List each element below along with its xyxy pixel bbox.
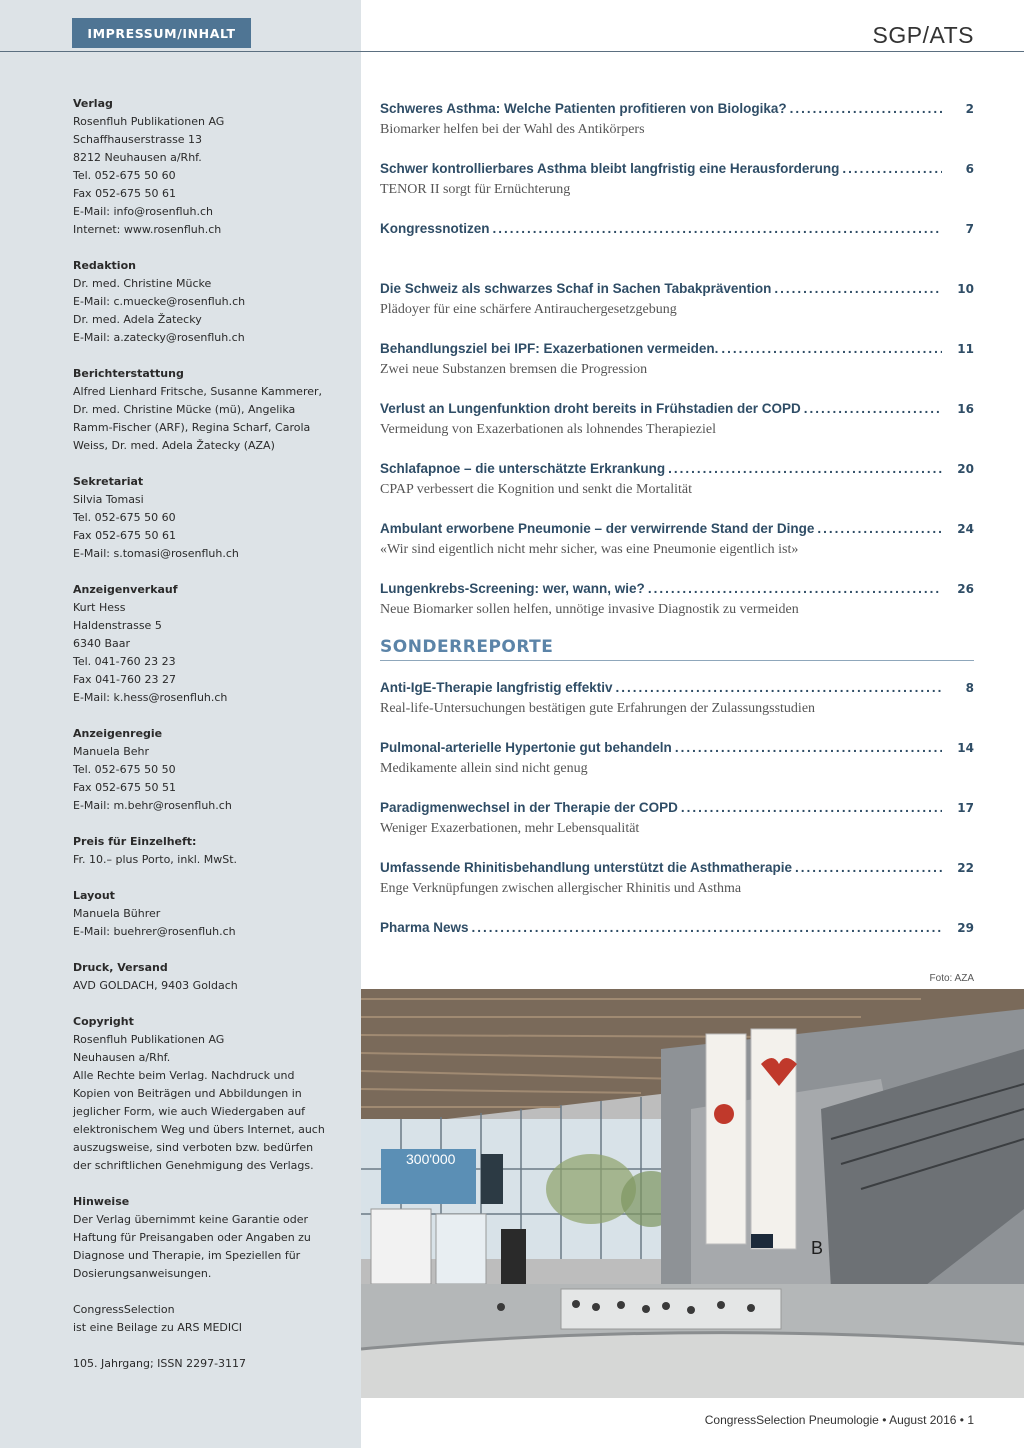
- imprint-section: [73, 833, 343, 869]
- toc-entry-title[interactable]: Pharma News: [380, 920, 469, 935]
- imprint-section: [73, 725, 343, 815]
- imprint-section: [73, 257, 343, 347]
- toc-entry[interactable]: [380, 680, 974, 740]
- toc-entry-subtitle: Enge Verknüpfungen zwischen allergischer Rhinitis und Asthma: [380, 881, 742, 896]
- toc-entry-title[interactable]: Schwer kontrollierbares Asthma bleibt langfristig eine Herausforderung: [380, 161, 840, 176]
- imprint-line: 6340 Baar: [73, 637, 131, 650]
- imprint-line: CongressSelection: [73, 1303, 175, 1316]
- imprint-line: Fax 052-675 50 61: [73, 187, 177, 200]
- toc-page-number[interactable]: 22: [957, 861, 974, 875]
- imprint-line: Dr. med. Christine Mücke: [73, 277, 212, 290]
- toc-leader-dots: [842, 161, 942, 176]
- imprint-line: Fax 041-760 23 27: [73, 673, 177, 686]
- toc-entry-title[interactable]: Schweres Asthma: Welche Patienten profitieren von Biologika?: [380, 101, 787, 116]
- toc-entry-subtitle: Biomarker helfen bei der Wahl des Antikörpers: [380, 122, 645, 137]
- imprint-section: [73, 1355, 343, 1373]
- imprint-line: E-Mail: c.muecke@rosenfluh.ch: [73, 295, 246, 308]
- toc-entry[interactable]: [380, 341, 974, 401]
- imprint-heading: Redaktion: [73, 259, 136, 272]
- imprint-line: E-Mail: info@rosenfluh.ch: [73, 205, 213, 218]
- imprint-line: elektronischem Weg und übers Internet, auch: [73, 1123, 325, 1136]
- imprint-heading: Hinweise: [73, 1195, 130, 1208]
- toc-entry-subtitle: CPAP verbessert die Kognition und senkt die Mortalität: [380, 482, 692, 497]
- imprint-line: Rosenfluh Publikationen AG: [73, 1033, 225, 1046]
- screen-number: 300'000: [406, 1151, 456, 1167]
- journal-name: SGP/ATS: [872, 22, 974, 48]
- toc-page-number[interactable]: 16: [957, 402, 974, 416]
- toc-entry[interactable]: [380, 800, 974, 860]
- header-rule: [361, 51, 1024, 52]
- toc-entry[interactable]: [380, 401, 974, 461]
- imprint-line: Tel. 052-675 50 60: [73, 511, 176, 524]
- congress-hall-photo: [361, 989, 1024, 1398]
- imprint-line: Diagnose und Therapie, im Speziellen für: [73, 1249, 301, 1262]
- imprint-line: Tel. 041-760 23 23: [73, 655, 176, 668]
- imprint-line: E-Mail: k.hess@rosenfluh.ch: [73, 691, 228, 704]
- toc-entry-subtitle: Real-life-Untersuchungen bestätigen gute Erfahrungen der Zulassungsstudien: [380, 701, 816, 716]
- imprint-section: [73, 887, 343, 941]
- toc-leader-dots: [774, 281, 942, 296]
- hall-letter: B: [811, 1238, 824, 1258]
- toc-page-number[interactable]: 26: [957, 582, 974, 596]
- imprint-line: Haftung für Preisangaben oder Angaben zu: [73, 1231, 311, 1244]
- imprint-section: [73, 959, 343, 995]
- info-screen: [751, 1234, 773, 1248]
- toc-leader-dots: [648, 581, 942, 596]
- toc-page-number[interactable]: 11: [957, 342, 974, 356]
- imprint-line: Alfred Lienhard Fritsche, Susanne Kammerer,: [73, 385, 323, 398]
- imprint-line: E-Mail: m.behr@rosenfluh.ch: [73, 799, 232, 812]
- sonderreporte-list: [380, 680, 974, 980]
- imprint-section: [73, 473, 343, 563]
- imprint-line: Silvia Tomasi: [73, 493, 144, 506]
- toc-page-number[interactable]: 6: [965, 162, 974, 176]
- imprint-line: Fr. 10.– plus Porto, inkl. MwSt.: [73, 853, 238, 866]
- photo-credit: Foto: AZA: [929, 973, 974, 984]
- imprint-line: Tel. 052-675 50 60: [73, 169, 176, 182]
- imprint-heading: Anzeigenregie: [73, 727, 163, 740]
- toc-entry[interactable]: [380, 920, 974, 980]
- imprint-line: Haldenstrasse 5: [73, 619, 162, 632]
- imprint-line: Rosenfluh Publikationen AG: [73, 115, 225, 128]
- imprint-heading: Copyright: [73, 1015, 134, 1028]
- toc-page-number[interactable]: 24: [957, 522, 974, 536]
- toc-leader-dots: [795, 860, 942, 875]
- imprint-line: Kopien von Beiträgen und Abbildungen in: [73, 1087, 302, 1100]
- toc-entry-title[interactable]: Ambulant erworbene Pneumonie – der verwirrende Stand der Dinge: [380, 521, 815, 536]
- imprint-heading: Layout: [73, 889, 115, 902]
- toc-entry-subtitle: «Wir sind eigentlich nicht mehr sicher, was eine Pneumonie eigentlich ist»: [380, 542, 799, 557]
- header-rule-left: [0, 51, 361, 52]
- toc-entry[interactable]: [380, 101, 974, 161]
- imprint-line: ist eine Beilage zu ARS MEDICI: [73, 1321, 243, 1334]
- imprint-line: Internet: www.rosenfluh.ch: [73, 223, 222, 236]
- imprint-line: Manuela Bührer: [73, 907, 161, 920]
- toc-entry[interactable]: [380, 221, 974, 281]
- imprint-heading: Verlag: [73, 97, 113, 110]
- imprint-section: [73, 1193, 343, 1283]
- toc-entry[interactable]: [380, 521, 974, 581]
- table-of-contents: [380, 101, 974, 641]
- toc-page-number[interactable]: 8: [965, 681, 974, 695]
- toc-entry-title[interactable]: Umfassende Rhinitisbehandlung unterstützt die Asthmatherapie: [380, 860, 793, 875]
- toc-entry-title[interactable]: Anti-IgE-Therapie langfristig effektiv: [380, 680, 613, 695]
- toc-entry-title[interactable]: Die Schweiz als schwarzes Schaf in Sachen Tabakprävention: [380, 281, 772, 296]
- toc-entry-title[interactable]: Lungenkrebs-Screening: wer, wann, wie?: [380, 581, 645, 596]
- imprint-line: Dr. med. Adela Žatecky: [73, 313, 202, 326]
- sonderreporte-heading: SONDERREPORTE: [380, 637, 974, 661]
- section-tab: IMPRESSUM/INHALT: [72, 18, 251, 48]
- toc-entry-subtitle: Medikamente allein sind nicht genug: [380, 761, 588, 776]
- imprint-line: Dosierungsanweisungen.: [73, 1267, 212, 1280]
- toc-entry-title[interactable]: Behandlungsziel bei IPF: Exazerbationen vermeiden.: [380, 341, 719, 356]
- toc-page-number[interactable]: 17: [957, 801, 974, 815]
- imprint-line: E-Mail: s.tomasi@rosenfluh.ch: [73, 547, 239, 560]
- imprint-section: [73, 581, 343, 707]
- imprint-line: Der Verlag übernimmt keine Garantie oder: [73, 1213, 308, 1226]
- toc-page-number[interactable]: 7: [965, 222, 974, 236]
- imprint-section: [73, 1301, 343, 1337]
- imprint-line: jeglicher Form, wie auch Wiedergaben auf: [73, 1105, 306, 1118]
- toc-entry-subtitle: Neue Biomarker sollen helfen, unnötige invasive Diagnostik zu vermeiden: [380, 602, 799, 617]
- toc-page-number[interactable]: 10: [957, 282, 974, 296]
- toc-page-number[interactable]: 14: [957, 741, 974, 755]
- toc-leader-dots: [675, 740, 942, 755]
- toc-page-number[interactable]: 20: [957, 462, 974, 476]
- toc-entry[interactable]: [380, 581, 974, 641]
- imprint-section: [73, 95, 343, 239]
- imprint-line: AVD GOLDACH, 9403 Goldach: [73, 979, 238, 992]
- imprint-line: E-Mail: a.zatecky@rosenfluh.ch: [73, 331, 245, 344]
- toc-entry-subtitle: Weniger Exazerbationen, mehr Lebensqualität: [380, 821, 640, 836]
- toc-entry-subtitle: Vermeidung von Exazerbationen als lohnendes Therapieziel: [380, 422, 717, 437]
- toc-entry-subtitle: Zwei neue Substanzen bremsen die Progression: [380, 362, 648, 377]
- toc-entry-title[interactable]: Schlafapnoe – die unterschätzte Erkrankung: [380, 461, 666, 476]
- imprint-line: Ramm-Fischer (ARF), Regina Scharf, Carola: [73, 421, 311, 434]
- toc-leader-dots: [493, 221, 942, 236]
- imprint-line: Weiss, Dr. med. Adela Žatecky (AZA): [73, 439, 275, 452]
- imprint-line: Dr. med. Christine Mücke (mü), Angelika: [73, 403, 296, 416]
- toc-entry[interactable]: [380, 740, 974, 800]
- toc-entry[interactable]: [380, 860, 974, 920]
- toc-leader-dots: [668, 461, 942, 476]
- toc-leader-dots: [681, 800, 942, 815]
- imprint-line: der schriftlichen Genehmigung des Verlags.: [73, 1159, 314, 1172]
- imprint-heading: Druck, Versand: [73, 961, 168, 974]
- toc-entry-subtitle: Plädoyer für eine schärfere Antirauchergesetzgebung: [380, 302, 677, 317]
- toc-leader-dots: [721, 341, 942, 356]
- toc-leader-dots: [790, 101, 942, 116]
- toc-leader-dots: [472, 920, 942, 935]
- toc-entry-subtitle: TENOR II sorgt für Ernüchterung: [380, 182, 571, 197]
- toc-leader-dots: [817, 521, 942, 536]
- imprint-line: Schaffhauserstrasse 13: [73, 133, 203, 146]
- imprint-line: Manuela Behr: [73, 745, 150, 758]
- toc-entry-title[interactable]: Paradigmenwechsel in der Therapie der COPD: [380, 800, 678, 815]
- imprint-sidebar: [0, 0, 361, 1448]
- toc-page-number[interactable]: 29: [957, 921, 974, 935]
- toc-entry[interactable]: [380, 281, 974, 341]
- imprint-heading: Preis für Einzelheft:: [73, 835, 197, 848]
- imprint-line: Alle Rechte beim Verlag. Nachdruck und: [73, 1069, 295, 1082]
- toc-leader-dots: [616, 680, 942, 695]
- imprint-line: Fax 052-675 50 51: [73, 781, 177, 794]
- imprint-heading: Anzeigenverkauf: [73, 583, 178, 596]
- imprint-section: [73, 1013, 343, 1175]
- imprint-line: 8212 Neuhausen a/Rhf.: [73, 151, 202, 164]
- imprint-line: Tel. 052-675 50 50: [73, 763, 176, 776]
- imprint-line: E-Mail: buehrer@rosenfluh.ch: [73, 925, 236, 938]
- congress-hall-illustration: [361, 989, 1024, 1398]
- toc-entry[interactable]: [380, 161, 974, 221]
- imprint-line: Fax 052-675 50 61: [73, 529, 177, 542]
- imprint-line: 105. Jahrgang; ISSN 2297-3117: [73, 1357, 247, 1370]
- page-footer: CongressSelection Pneumologie • August 2016 • 1: [704, 1413, 974, 1427]
- toc-page-number[interactable]: 2: [965, 102, 974, 116]
- imprint-line: auszugsweise, sind verboten bzw. bedürfen: [73, 1141, 314, 1154]
- imprint-section: [73, 365, 343, 455]
- imprint-heading: Berichterstattung: [73, 367, 184, 380]
- imprint-line: Neuhausen a/Rhf.: [73, 1051, 171, 1064]
- toc-leader-dots: [804, 401, 942, 416]
- imprint-block: [73, 95, 343, 1391]
- sonderreporte-section: [380, 637, 974, 980]
- toc-entry-title[interactable]: Kongressnotizen: [380, 221, 490, 236]
- toc-entry[interactable]: [380, 461, 974, 521]
- imprint-line: Kurt Hess: [73, 601, 126, 614]
- toc-entry-title[interactable]: Pulmonal-arterielle Hypertonie gut behandeln: [380, 740, 672, 755]
- imprint-heading: Sekretariat: [73, 475, 144, 488]
- toc-entry-title[interactable]: Verlust an Lungenfunktion droht bereits in Frühstadien der COPD: [380, 401, 801, 416]
